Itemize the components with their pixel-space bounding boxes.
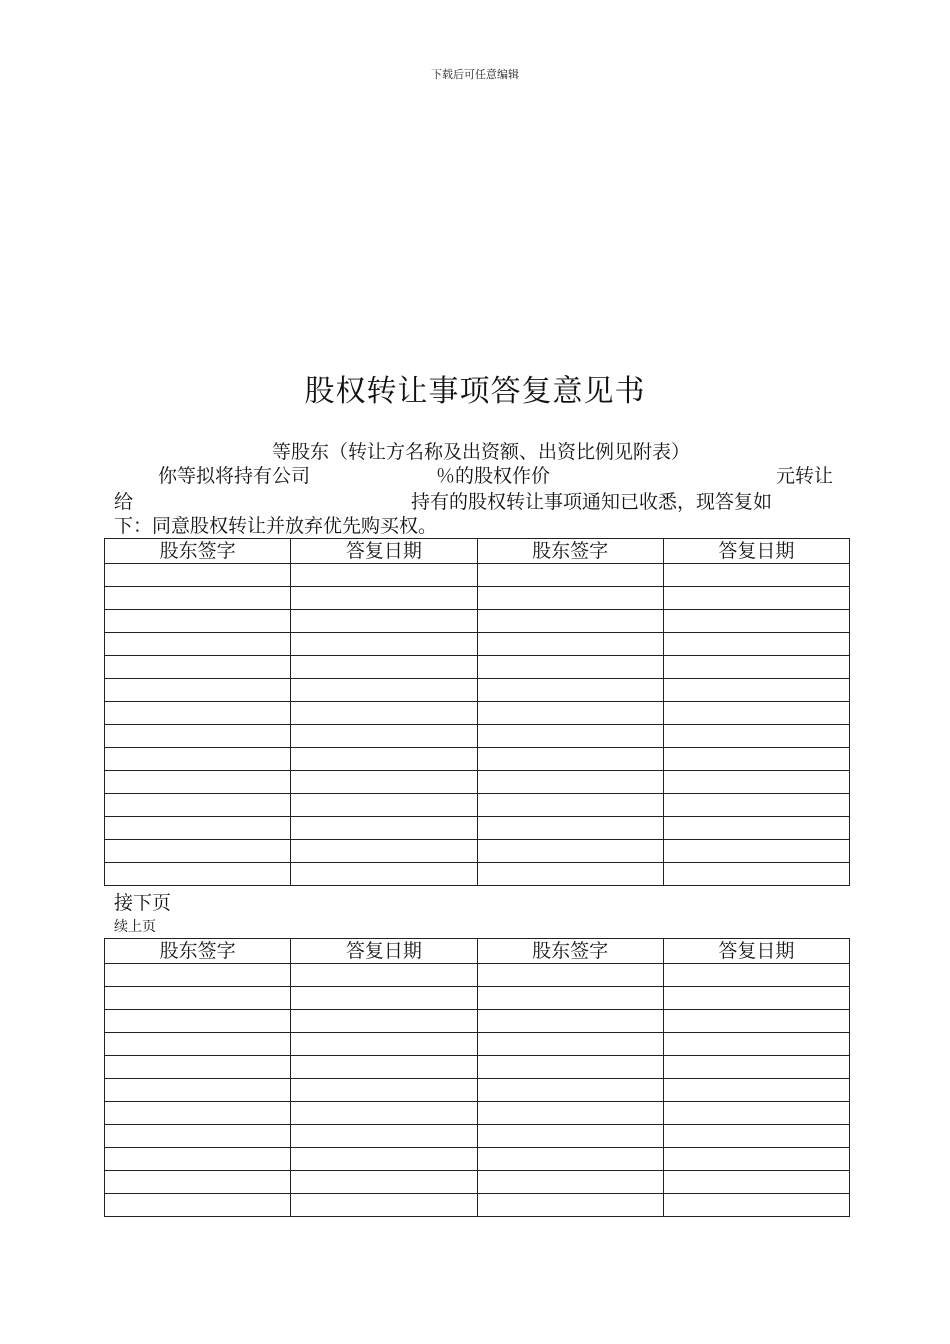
signature-cell[interactable] — [477, 610, 663, 633]
signature-cell[interactable] — [477, 748, 663, 771]
reply-date-cell[interactable] — [663, 1194, 849, 1217]
body-line-2-percent: ％的股权作价 — [436, 465, 551, 487]
reply-date-cell[interactable] — [291, 1033, 477, 1056]
table-row — [105, 1010, 850, 1033]
continue-next-page: 接下页 — [114, 892, 172, 914]
signature-table-1 — [104, 538, 850, 886]
page-title: 股权转让事项答复意见书 — [304, 374, 646, 409]
reply-date-cell[interactable] — [291, 1148, 477, 1171]
reply-date-cell[interactable] — [663, 1033, 849, 1056]
table-row — [105, 794, 850, 817]
header-reply-date: 答复日期 — [291, 539, 477, 564]
body-line-3-end: 持有的股权转让事项通知已收悉，现答复如 — [411, 491, 773, 513]
signature-cell[interactable] — [477, 1079, 663, 1102]
signature-cell[interactable] — [105, 794, 291, 817]
signature-cell[interactable] — [105, 748, 291, 771]
table-row — [105, 610, 850, 633]
signature-cell[interactable] — [477, 679, 663, 702]
signature-cell[interactable] — [477, 817, 663, 840]
signature-cell[interactable] — [105, 1033, 291, 1056]
reply-date-cell[interactable] — [663, 771, 849, 794]
table-row — [105, 863, 850, 886]
signature-cell[interactable] — [105, 1102, 291, 1125]
reply-date-cell[interactable] — [663, 1125, 849, 1148]
header-reply-date: 答复日期 — [663, 539, 849, 564]
reply-date-cell[interactable] — [663, 656, 849, 679]
signature-cell[interactable] — [477, 1125, 663, 1148]
reply-date-cell[interactable] — [291, 1056, 477, 1079]
reply-date-cell[interactable] — [291, 964, 477, 987]
signature-cell[interactable] — [477, 1148, 663, 1171]
table-row — [105, 679, 850, 702]
reply-date-cell[interactable] — [291, 817, 477, 840]
signature-cell[interactable] — [477, 1010, 663, 1033]
table-row — [105, 1056, 850, 1079]
signature-cell[interactable] — [477, 587, 663, 610]
table-row — [105, 587, 850, 610]
table-row — [105, 1033, 850, 1056]
table-row — [105, 987, 850, 1010]
signature-cell[interactable] — [105, 1125, 291, 1148]
reply-date-cell[interactable] — [291, 656, 477, 679]
header-reply-date: 答复日期 — [663, 939, 849, 964]
signature-cell[interactable] — [105, 656, 291, 679]
signature-cell[interactable] — [105, 702, 291, 725]
reply-date-cell[interactable] — [291, 794, 477, 817]
reply-date-cell[interactable] — [291, 702, 477, 725]
table-header-row — [105, 539, 850, 564]
reply-date-cell[interactable] — [291, 633, 477, 656]
signature-cell[interactable] — [477, 1102, 663, 1125]
reply-date-cell[interactable] — [663, 748, 849, 771]
header-shareholder-signature: 股东签字 — [477, 939, 663, 964]
signature-cell[interactable] — [477, 656, 663, 679]
reply-date-cell[interactable] — [663, 587, 849, 610]
signature-cell[interactable] — [477, 633, 663, 656]
reply-date-cell[interactable] — [663, 1148, 849, 1171]
signature-cell[interactable] — [105, 610, 291, 633]
table-row — [105, 964, 850, 987]
reply-date-cell[interactable] — [663, 702, 849, 725]
header-shareholder-signature: 股东签字 — [105, 539, 291, 564]
signature-cell[interactable] — [105, 1079, 291, 1102]
table-row — [105, 1171, 850, 1194]
signature-cell[interactable] — [105, 679, 291, 702]
signature-cell[interactable] — [105, 1148, 291, 1171]
signature-cell[interactable] — [477, 987, 663, 1010]
reply-date-cell[interactable] — [291, 1079, 477, 1102]
signature-cell[interactable] — [105, 725, 291, 748]
signature-table-2 — [104, 938, 850, 1217]
reply-date-cell[interactable] — [291, 1102, 477, 1125]
reply-date-cell[interactable] — [291, 840, 477, 863]
header-shareholder-signature: 股东签字 — [105, 939, 291, 964]
table-row — [105, 1102, 850, 1125]
signature-cell[interactable] — [477, 840, 663, 863]
signature-cell[interactable] — [477, 1056, 663, 1079]
reply-date-cell[interactable] — [291, 564, 477, 587]
table-row — [105, 702, 850, 725]
table-row — [105, 1125, 850, 1148]
body-line-2-end: 元转让 — [776, 465, 834, 487]
signature-cell[interactable] — [477, 1033, 663, 1056]
signature-cell[interactable] — [105, 633, 291, 656]
reply-date-cell[interactable] — [291, 679, 477, 702]
reply-date-cell[interactable] — [291, 1171, 477, 1194]
table-row — [105, 656, 850, 679]
body-line-2-start: 你等拟将持有公司 — [158, 465, 311, 487]
reply-date-cell[interactable] — [291, 587, 477, 610]
signature-cell[interactable] — [105, 863, 291, 886]
table-row — [105, 725, 850, 748]
signature-cell[interactable] — [105, 840, 291, 863]
signature-cell[interactable] — [105, 964, 291, 987]
reply-date-cell[interactable] — [663, 610, 849, 633]
signature-cell[interactable] — [477, 725, 663, 748]
signature-cell[interactable] — [105, 587, 291, 610]
reply-date-cell[interactable] — [663, 1079, 849, 1102]
reply-date-cell[interactable] — [663, 1056, 849, 1079]
reply-date-cell[interactable] — [663, 987, 849, 1010]
body-line-4: 下：同意股权转让并放弃优先购买权。 — [114, 515, 438, 537]
reply-date-cell[interactable] — [663, 725, 849, 748]
signature-cell[interactable] — [105, 1194, 291, 1217]
signature-cell[interactable] — [477, 863, 663, 886]
reply-date-cell[interactable] — [663, 964, 849, 987]
reply-date-cell[interactable] — [291, 610, 477, 633]
signature-cell[interactable] — [477, 564, 663, 587]
reply-date-cell[interactable] — [663, 679, 849, 702]
body-line-1: 等股东（转让方名称及出资额、出资比例见附表） — [272, 441, 691, 463]
reply-date-cell[interactable] — [663, 817, 849, 840]
reply-date-cell[interactable] — [663, 633, 849, 656]
reply-date-cell[interactable] — [291, 863, 477, 886]
signature-cell[interactable] — [105, 1171, 291, 1194]
continued-from-previous-page: 续上页 — [114, 919, 156, 935]
reply-date-cell[interactable] — [663, 1171, 849, 1194]
signature-cell[interactable] — [105, 987, 291, 1010]
reply-date-cell[interactable] — [663, 564, 849, 587]
table-header-row — [105, 939, 850, 964]
reply-date-cell[interactable] — [663, 1102, 849, 1125]
reply-date-cell[interactable] — [663, 1010, 849, 1033]
signature-cell[interactable] — [105, 771, 291, 794]
signature-cell[interactable] — [477, 1194, 663, 1217]
table-row — [105, 840, 850, 863]
reply-date-cell[interactable] — [663, 863, 849, 886]
reply-date-cell[interactable] — [291, 1010, 477, 1033]
signature-cell[interactable] — [477, 964, 663, 987]
signature-cell[interactable] — [477, 794, 663, 817]
table-row — [105, 1194, 850, 1217]
signature-cell[interactable] — [477, 1171, 663, 1194]
header-reply-date: 答复日期 — [291, 939, 477, 964]
signature-cell[interactable] — [105, 1010, 291, 1033]
reply-date-cell[interactable] — [291, 771, 477, 794]
reply-date-cell[interactable] — [291, 987, 477, 1010]
table-row — [105, 633, 850, 656]
reply-date-cell[interactable] — [291, 748, 477, 771]
reply-date-cell[interactable] — [663, 794, 849, 817]
table-row — [105, 817, 850, 840]
header-note: 下载后可任意编辑 — [431, 68, 519, 81]
table-row — [105, 1148, 850, 1171]
reply-date-cell[interactable] — [291, 1125, 477, 1148]
table-row — [105, 748, 850, 771]
reply-date-cell[interactable] — [291, 1194, 477, 1217]
signature-cell[interactable] — [477, 771, 663, 794]
signature-cell[interactable] — [105, 564, 291, 587]
table-row — [105, 1079, 850, 1102]
signature-cell[interactable] — [105, 817, 291, 840]
table-row — [105, 564, 850, 587]
header-shareholder-signature: 股东签字 — [477, 539, 663, 564]
reply-date-cell[interactable] — [663, 840, 849, 863]
body-line-3-start: 给 — [114, 491, 134, 513]
signature-cell[interactable] — [477, 702, 663, 725]
signature-cell[interactable] — [105, 1056, 291, 1079]
reply-date-cell[interactable] — [291, 725, 477, 748]
table-row — [105, 771, 850, 794]
